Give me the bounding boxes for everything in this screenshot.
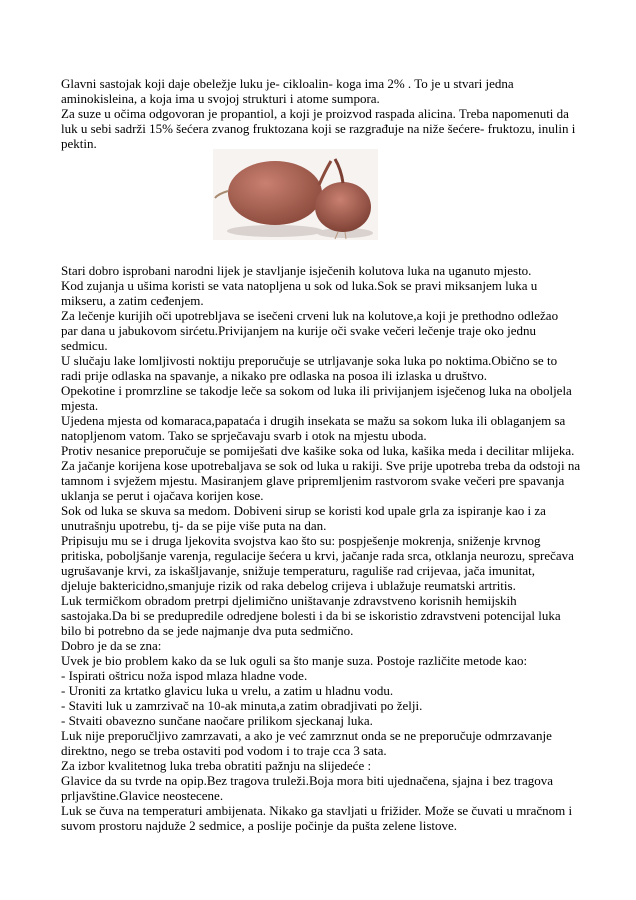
text-line: - Ispirati oštricu noža ispod mlaza hladne vode. [61,668,308,683]
text-line: - Uroniti za krtatko glavicu luka u vrelu, a zatim u hladnu vodu. [61,683,394,698]
text-line: ugrušavanje krvi, za iskašljavanje, snižuje temperaturu, raguliše rad crijevaa, jača imunitat, [61,563,535,578]
text-line: Luk se čuva na temperaturi ambijenata. Nikako ga stavljati u frižider. Može se čuvati u mračnom i [61,803,573,818]
text-line: Pripisuju mu se i druga ljekovita svojstva kao što su: pospješenje mokrenja, sniženje krvnog [61,533,541,548]
text-line: Za suze u očima odgovoran je propantiol, a koji je proizvod raspada alicina. Treba napomenuti da [61,106,569,121]
main-text [61,263,581,833]
text-line: natopljenom vatom. Tako se sprječavaju svarb i otok na mjestu uboda. [61,428,427,443]
text-line: sedmicu. [61,338,108,353]
text-line: Kod zujanja u ušima koristi se vata natopljena u sok od luka.Sok se pravi miksanjem luka u [61,278,538,293]
text-line: tamnom i svježem mjestu. Masiranjem glave pripremljenim rastvorom svake večeri pre spavanja [61,473,565,488]
text-line: direktno, nego se treba ostaviti pod vodom i to traje cca 3 sata. [61,743,387,758]
onion-photo [213,149,378,240]
text-line: Stari dobro isprobani narodni lijek je stavljanje isječenih kolutova luka na uganuto mjesto. [61,263,532,278]
text-line: Opekotine i promrzline se takodje leče sa sokom od luka ili privijanjem isječenog luka na oboljela [61,383,572,398]
text-line: radi prije odlaska na spavanje, a nikako pre odlaska na posoa ili izlaska u društvo. [61,368,487,383]
text-line: djeluje baktericidno,smanjuje rizik od raka debelog crijeva i ublažuje reumatski artritis. [61,578,516,593]
text-line: Za lečenje kurijih oči upotrebljava se isečeni crveni luk na kolutove,a koji je prethodno odležao [61,308,559,323]
text-line: Uvek je bio problem kako da se luk oguli sa što manje suza. Postoje različite metode kao: [61,653,528,668]
text-line: - Stvaiti obavezno sunčane naočare prilikom sjeckanaj luka. [61,713,373,728]
text-line: mikseru, a zatim ceđenjem. [61,293,204,308]
text-line: Luk termičkom obradom pretrpi djelimično uništavanje zdravstveno korisnih hemijskih [61,593,517,608]
text-line: pektin. [61,136,97,151]
text-line: unutrašnju upotrebu, tj- da se pije više puta na dan. [61,518,327,533]
text-line: aminokisleina, a koja ima u svojoj strukturi i atome sumpora. [61,91,380,106]
text-line: Protiv nesanice preporučuje se pomiješati dve kašike soka od luka, kašika meda i decilitar mlijeka. [61,443,575,458]
text-line: Za jačanje korijena kose upotrebaljava se sok od luka u rakiji. Sve prije upotreba treba da odstoji na [61,458,581,473]
text-line: Za izbor kvalitetnog luka treba obratiti pažnju na slijedeće : [61,758,372,773]
text-line: par dana u jabukovom sirćetu.Privijanjem na kurije oči svake večeri lečenje traje oko jednu [61,323,537,338]
text-line: Ujedena mjesta od komaraca,papataća i drugih insekata se mažu sa sokom luka ili oblaganjem sa [61,413,566,428]
text-line: pritiska, poboljšanje varenja, regulacije šećera u krvi, jačanje rada srca, otklanja neurozu, sprečava [61,548,574,563]
text-line: prljavštine.Glavice neostecene. [61,788,224,803]
text-line: bilo bi potrebno da se jede najmanje dva puta sedmično. [61,623,354,638]
text-line: mjesta. [61,398,99,413]
text-line: sastojaka.Da bi se predupredile odredjene bolesti i da bi se iskoristio zdravstveni potencijal luka [61,608,561,623]
text-line: luk u sebi sadrži 15% šećera zvanog fruktozana koji se razgrađuje na niže šećere- fruktozu, inulin i [61,121,576,136]
text-line: Sok od luka se skuva sa medom. Dobiveni sirup se koristi kod upale grla za ispiranje kao i za [61,503,546,518]
text-line: Dobro je da se zna: [61,638,162,653]
text-line: uklanja se perut i ojačava korijen kose. [61,488,264,503]
text-line: Glavni sastojak koji daje obeležje luku je- cikloalin- koga ima 2% . To je u stvari jedna [61,76,514,91]
text-line: - Staviti luk u zamrzivač na 10-ak minuta,a zatim obradjivati po želji. [61,698,423,713]
text-line: Luk nije preporučljivo zamrzavati, a ako je već zamrznut onda se ne preporučuje odmrzavanje [61,728,552,743]
text-line: U slučaju lake lomljivosti noktiju preporučuje se utrljavanje soka luka po noktima.Obično se to [61,353,558,368]
text-line: Glavice da su tvrde na opip.Bez tragova truleži.Boja mora biti ujednačena, sjajna i bez tragova [61,773,554,788]
intro-paragraph [61,76,581,151]
text-line: suvom prostoru najduže 2 sedmice, a poslije počinje da pušta zelene listove. [61,818,458,833]
